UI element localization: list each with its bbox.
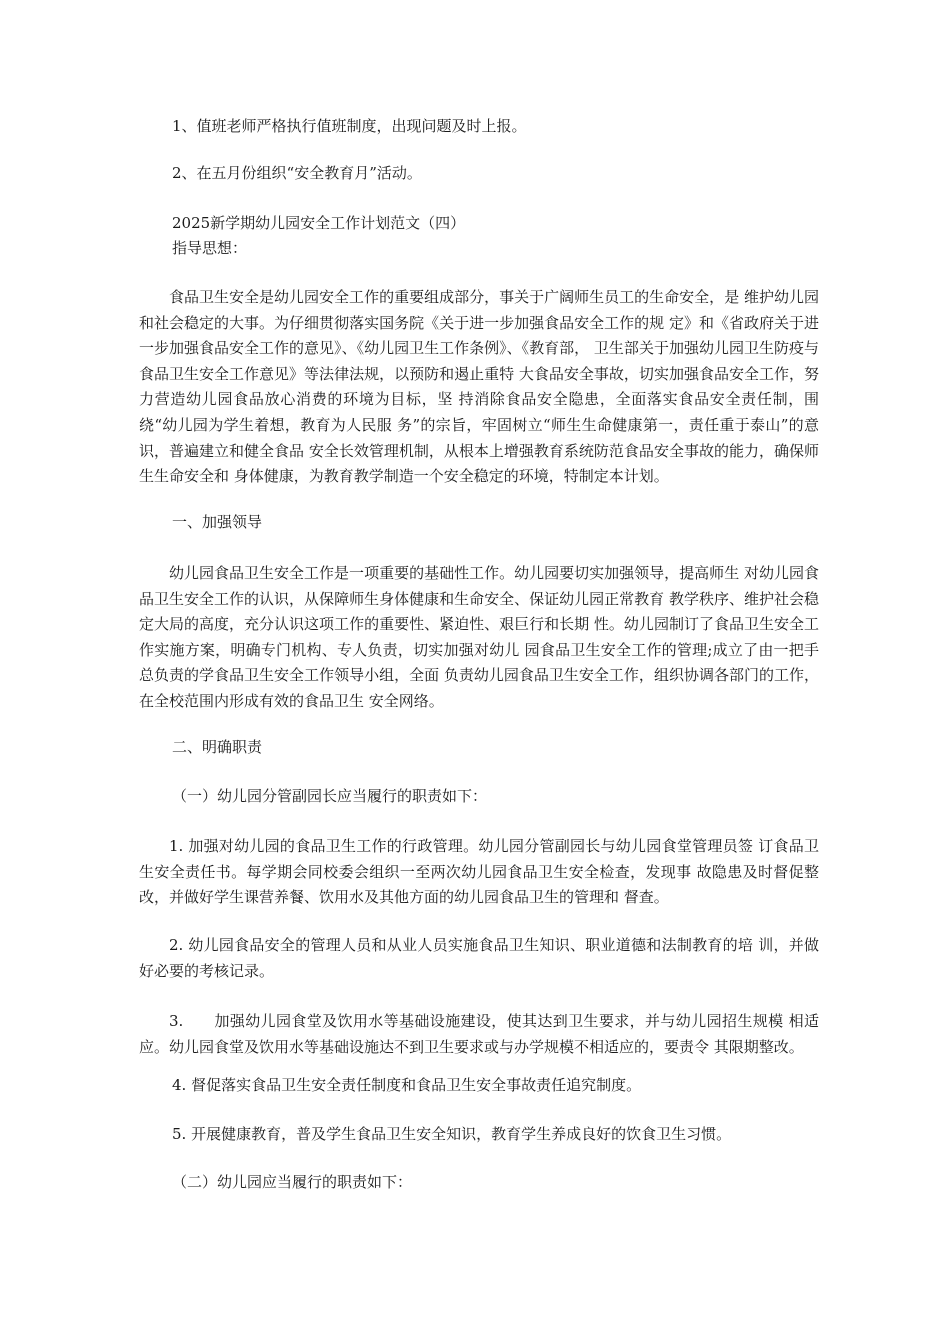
duty-item-2: 2. 幼儿园食品安全的管理人员和从业人员实施食品卫生知识、职业道德和法制教育的培 训，并做好必要的考核记录。 (139, 936, 819, 980)
guide-paragraph: 食品卫生安全是幼儿园安全工作的重要组成部分，事关于广阔师生员工的生命安全，是 维护幼儿园和社会稳定的大事。为仔细贯彻落实国务院《关于进一步加强食品安全工作的规 定》和《省政府关于进一步加强食品安全工作的意见》、《幼儿园卫生工作条例》、《教育部， 卫生部关于加强幼儿园卫生防疫与食品卫生安全工作意见》等法律法规，以预防和遏止重特 大食品安全事故，切实加强食品安全工作，努力营造幼儿园食品放心消费的环境为目标，坚 持消除食品安全隐患，全面落实食品安全责任制，围绕“幼儿园为学生着想，教育为人民服 务”的宗旨，牢固树立“师生生命健康第一，责任重于泰山”的意识，普遍建立和健全食品 安全长效管理机制，从根本上增强教育系统防范食品安全事故的能力，确保师生生命安全和 身体健康，为教育教学制造一个安全稳定的环境，特制定本计划。 (139, 288, 819, 486)
list-line-2: 2、在五月份组织“安全教育月”活动。 (172, 164, 422, 182)
duty-item-1: 1. 加强对幼儿园的食品卫生工作的行政管理。幼儿园分管副园长与幼儿园食堂管理员签 订食品卫生安全责任书。每学期会同校委会组织一至两次幼儿园食品卫生安全检查，发现事 故隐患及时督促整改，并做好学生课营养餐、饮用水及其他方面的幼儿园食品卫生的管理和 督查。 (139, 837, 819, 907)
guide-heading: 指导思想： (172, 239, 248, 257)
section-title: 2025新学期幼儿园安全工作计划范文（四） (172, 214, 466, 232)
heading-clarify-duties: 二、明确职责 (172, 738, 263, 756)
list-line-1: 1、值班老师严格执行值班制度，出现问题及时上报。 (172, 117, 527, 135)
leadership-paragraph: 幼儿园食品卫生安全工作是一项重要的基础性工作。幼儿园要切实加强领导，提高师生 对幼儿园食品卫生安全工作的认识，从保障师生身体健康和生命安全、保证幼儿园正常教育 教学秩序、维护社会稳定大局的高度，充分认识这项工作的重要性、紧迫性、艰巨行和长期 性。幼儿园制订了食品卫生安全工作实施方案，明确专门机构、专人负责，切实加强对幼儿 园食品卫生安全工作的管理;成立了由一把手总负责的学食品卫生安全工作领导小组，全面 负责幼儿园食品卫生安全工作，组织协调各部门的工作，在全校范围内形成有效的食品卫生 安全网络。 (139, 564, 819, 710)
duty-item-5: 5. 开展健康教育，普及学生食品卫生安全知识，教育学生养成良好的饮食卫生习惯。 (172, 1125, 732, 1143)
subheading-vice-principal-duties: （一）幼儿园分管副园长应当履行的职责如下： (172, 787, 488, 805)
duty-item-4: 4. 督促落实食品卫生安全责任制度和食品卫生安全事故责任追究制度。 (172, 1076, 642, 1094)
duty-item-3: 3. 加强幼儿园食堂及饮用水等基础设施建设，使其达到卫生要求，并与幼儿园招生规模 相适应。幼儿园食堂及饮用水等基础设施达不到卫生要求或与办学规模不相适应的，要责令 其限期整改。 (139, 1012, 819, 1056)
heading-strengthen-leadership: 一、加强领导 (172, 513, 263, 531)
subheading-kindergarten-duties: （二）幼儿园应当履行的职责如下： (172, 1173, 413, 1191)
